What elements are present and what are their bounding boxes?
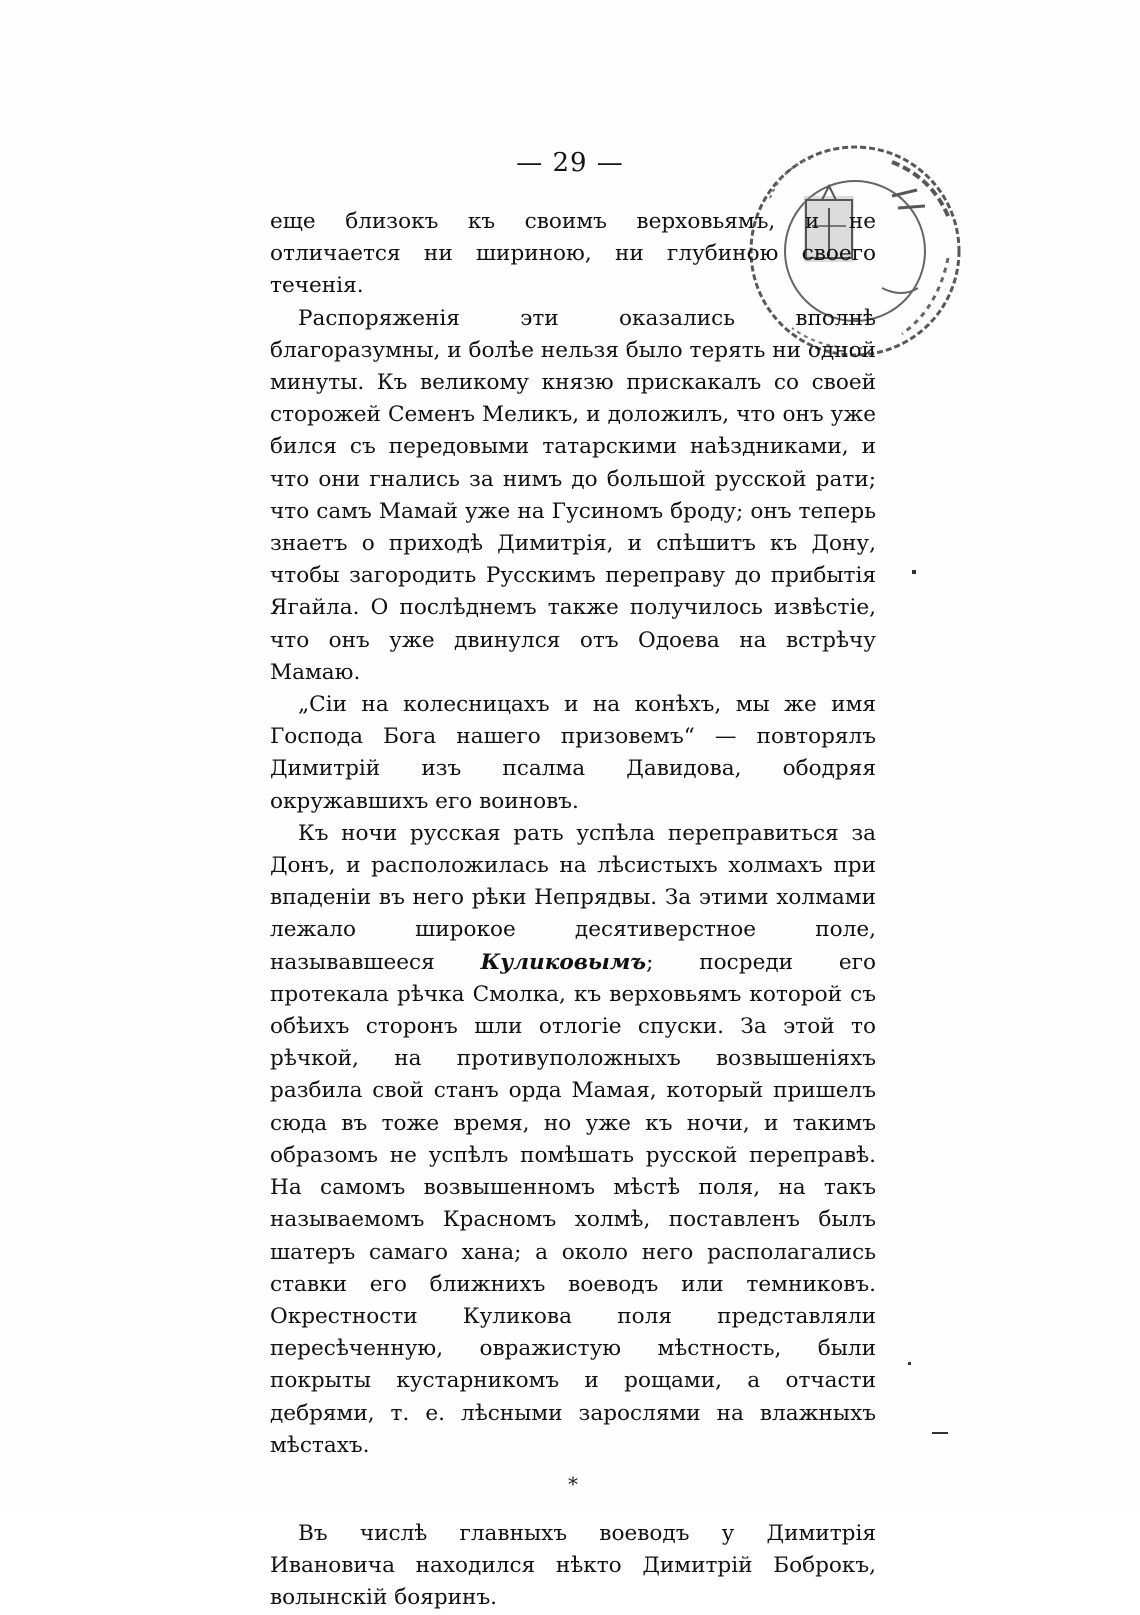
paragraph-3: „Сіи на колесницахъ и на конѣхъ, мы же имя Господа Бога нашего призовемъ“ — повторялъ Димитрій изъ псалма Давидова, ободряя окружавшихъ его воиновъ. [270, 692, 876, 814]
page-number: — 29 — [516, 148, 624, 178]
spacer [270, 1504, 876, 1518]
section-separator: * [568, 1471, 578, 1496]
paragraph-4 [270, 818, 876, 1462]
paragraph-5: Въ числѣ главныхъ воеводъ у Димитрія Ивановича находился нѣкто Димитрій Боброкъ, волынскій бояринъ. [270, 1520, 876, 1611]
print-speck [932, 1432, 948, 1434]
paragraph-4-text-before: Къ ночи русская рать успѣла переправиться за Донъ, и расположилась на лѣсистыхъ холмахъ при впаденіи въ него рѣки Непрядвы. За этими холмами лежало широкое десятиверстное поле, называвшееся [270, 820, 876, 975]
paragraph-1: еще близокъ къ своимъ верховьямъ, и не отличается ни шириною, ни глубиною своего теченія. [270, 209, 876, 299]
paragraph-2: Распоряженія эти оказались вполнѣ благоразумны, и болѣе нельзя было терять ни одной минуты. Къ великому князю прискакалъ со своей сторожей Семенъ Меликъ, и доложилъ, что онъ уже бился съ передовыми татарскими наѣздниками, и что они гнались за нимъ до большой русской рати; что самъ Мамай уже на Гусиномъ броду; онъ теперь знаетъ о приходѣ Димитрія, и спѣшитъ къ Дону, чтобы загородить Русскимъ переправу до прибытія Ягайла. О послѣднемъ также получилось извѣстіе, что онъ уже двинулся отъ Одоева на встрѣчу Мамаю. [270, 305, 876, 685]
body-text [270, 206, 876, 1615]
print-speck [912, 570, 916, 574]
paragraph-4-text-after: ; посреди его протекала рѣчка Смолка, къ верховьямъ которой съ обѣихъ сторонъ шли отлогіе спуски. За этой то рѣчкой, на противуположныхъ возвышеніяхъ разбила свой станъ орда Мамая, который пришелъ сюда въ тоже время, но уже къ ночи, и такимъ образомъ не успѣлъ помѣшать русской переправѣ. На самомъ возвышенномъ мѣстѣ поля, на такъ называемомъ Красномъ холмѣ, поставленъ былъ шатеръ самаго хана; а около него располагались ставки его ближнихъ воеводъ или темниковъ. Окрестности Куликова поля представляли пересѣченную, овражистую мѣстность, были покрыты кустарникомъ и рощами, а отчасти дебрями, т. е. лѣсными зарослями на влажныхъ мѣстахъ. [270, 949, 876, 1458]
print-speck [908, 1362, 911, 1365]
emphasis-kulikovym: Куликовымъ [480, 949, 647, 975]
